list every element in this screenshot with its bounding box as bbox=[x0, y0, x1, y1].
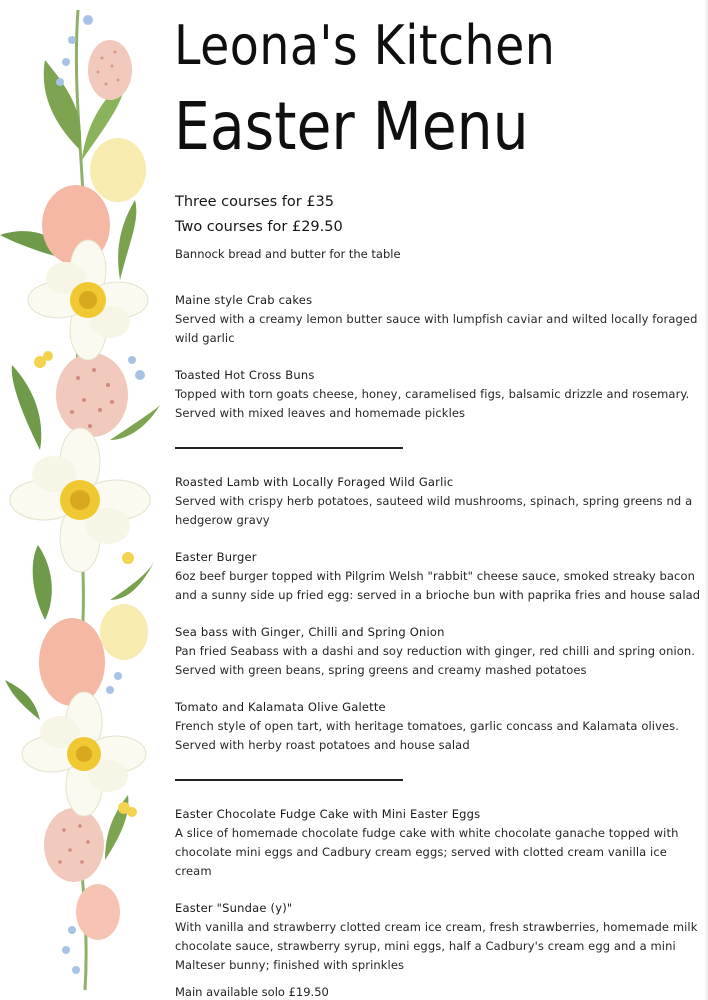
leaf bbox=[5, 680, 40, 720]
floral-border-illustration bbox=[0, 0, 165, 1000]
dish-description: Pan fried Seabass with a dashi and soy reduction with ginger, red chilli and spring onion. Served with green beans, spring greens and creamy mashed potatoes bbox=[175, 644, 696, 677]
daffodil-flower bbox=[10, 428, 150, 572]
dish-name: Sea bass with Ginger, Chilli and Spring Onion bbox=[175, 625, 445, 639]
dish-name: Easter "Sundae (y)" bbox=[175, 901, 293, 915]
menu-item bbox=[175, 291, 703, 348]
main-solo-price-note: Main available solo £19.50 bbox=[175, 985, 329, 999]
dish-description: With vanilla and strawberry clotted cream ice cream, fresh strawberries, homemade milk chocolate sauce, strawberry syrup, mini eggs, half a Cadbury's cream egg and a mini Malteser bunny; finished with sprinkles bbox=[175, 920, 698, 972]
dish-description: A slice of homemade chocolate fudge cake with white chocolate ganache topped with chocolate mini eggs and Cadbury cream eggs; served with clotted cream vanilla ice cream bbox=[175, 826, 679, 878]
leaf bbox=[12, 365, 42, 450]
dish-description: French style of open tart, with heritage tomatoes, garlic concass and Kalamata olives. Served with herby roast potatoes and house salad bbox=[175, 719, 679, 752]
menu-item bbox=[175, 623, 703, 680]
dish-name: Easter Burger bbox=[175, 550, 257, 564]
speckled-egg bbox=[44, 808, 104, 882]
price-three-courses: Three courses for £35 bbox=[175, 194, 334, 210]
menu-item bbox=[175, 473, 703, 530]
dish-description: 6oz beef burger topped with Pilgrim Welsh "rabbit" cheese sauce, smoked streaky bacon and a sunny side up fried egg: served in a brioche bun with paprika fries and house salad bbox=[175, 569, 701, 602]
daffodil-flower bbox=[28, 240, 148, 360]
table-bread-note: Bannock bread and butter for the table bbox=[175, 247, 401, 261]
speckled-egg bbox=[88, 40, 132, 100]
page-edge-shadow bbox=[704, 0, 708, 1000]
dish-name: Maine style Crab cakes bbox=[175, 293, 313, 307]
pink-egg bbox=[76, 884, 120, 940]
leaf bbox=[110, 560, 155, 600]
dish-name: Roasted Lamb with Locally Foraged Wild Garlic bbox=[175, 475, 454, 489]
dish-name: Tomato and Kalamata Olive Galette bbox=[175, 700, 386, 714]
menu-item bbox=[175, 805, 703, 881]
menu-title: Easter Menu bbox=[174, 88, 529, 165]
dish-name: Easter Chocolate Fudge Cake with Mini Easter Eggs bbox=[175, 807, 481, 821]
dish-name: Toasted Hot Cross Buns bbox=[175, 368, 315, 382]
dish-description: Served with crispy herb potatoes, sauteed wild mushrooms, spinach, spring greens nd a hedgerow gravy bbox=[175, 494, 693, 527]
menu-item bbox=[175, 698, 703, 755]
restaurant-name: Leona's Kitchen bbox=[174, 14, 556, 77]
menu-item bbox=[175, 899, 703, 975]
leaf bbox=[118, 200, 136, 280]
speckled-egg bbox=[56, 353, 128, 437]
section-divider bbox=[175, 447, 403, 449]
yellow-egg bbox=[100, 604, 148, 660]
dish-description: Served with a creamy lemon butter sauce with lumpfish caviar and wilted locally foraged wild garlic bbox=[175, 312, 698, 345]
leaf bbox=[33, 545, 52, 620]
dish-description: Topped with torn goats cheese, honey, caramelised figs, balsamic drizzle and rosemary. Served with mixed leaves and homemade pickles bbox=[175, 387, 690, 420]
menu-item bbox=[175, 548, 703, 605]
pink-egg bbox=[39, 618, 105, 706]
yellow-egg bbox=[90, 138, 146, 202]
price-two-courses: Two courses for £29.50 bbox=[175, 219, 343, 235]
menu-content bbox=[175, 190, 703, 1000]
menu-item bbox=[175, 366, 703, 423]
section-divider bbox=[175, 779, 403, 781]
